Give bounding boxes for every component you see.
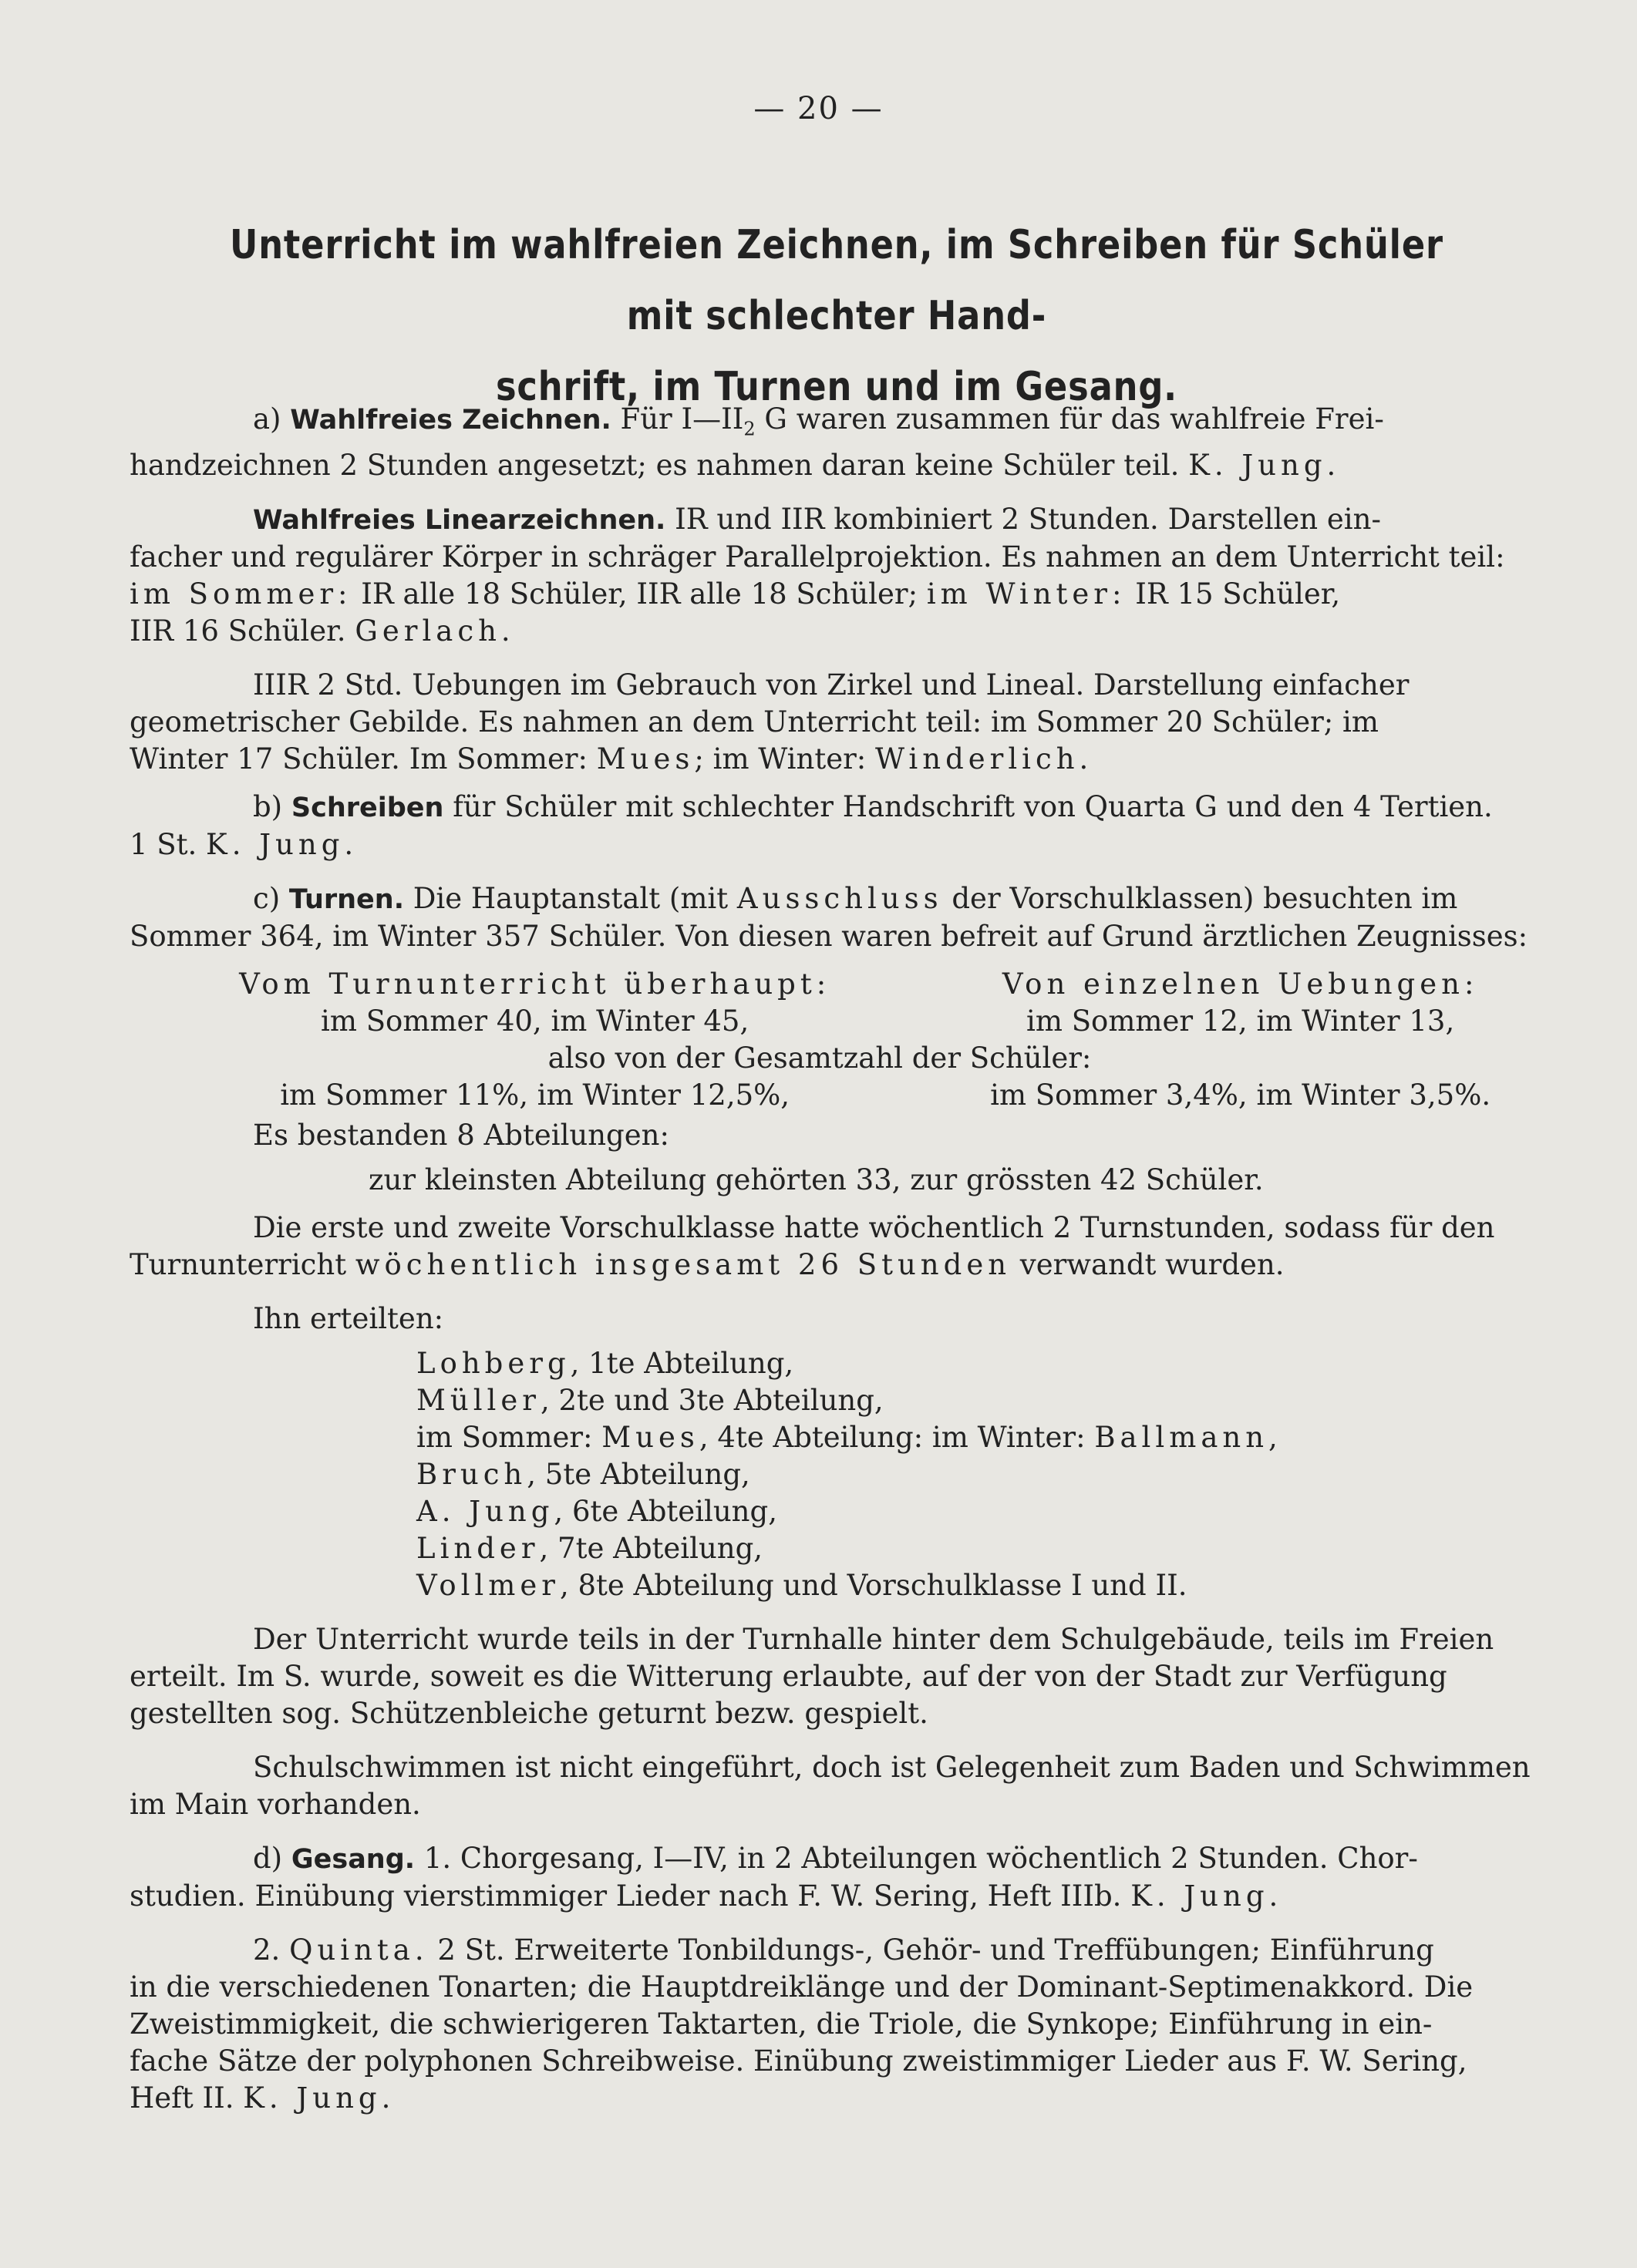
paragraph-abteilungen: Es bestanden 8 Abteilungen: — [253, 1119, 669, 1153]
paragraph-ort: Der Unterricht wurde teils in der Turnhalle hinter dem Schulgebäude, teils im Freien erteilt. Im S. wurde, soweit es die Witterung erlaubte, auf der von der Stadt zur Verfügung gestellten sog. Schützenbleiche geturnt bezw. gespielt. — [130, 1623, 1494, 1731]
teacher-name: Winderlich. — [875, 742, 1093, 776]
teacher-name: Mues — [596, 742, 695, 776]
section-title-schreiben: Schreiben — [291, 792, 444, 824]
paragraph-iiir: IIIR 2 Std. Uebungen im Gebrauch von Zirkel und Lineal. Darstellung einfacher geometrischer Gebilde. Es nahmen an dem Unterricht teil: im Sommer 20 Schüler; im Winter 17 Schüler. Im Sommer: Mues; im Winter: Winderlich. — [130, 668, 1410, 776]
document-body — [130, 401, 1541, 2117]
section-title-linearzeichnen: Wahlfreies Linearzeichnen. — [253, 505, 666, 537]
teacher-name: K. Jung. — [206, 828, 359, 862]
table-cell: im Sommer 40, im Winter 45, — [321, 1004, 749, 1038]
paragraph-linearzeichnen: Wahlfreies Linearzeichnen. IR und IIR kombiniert 2 Stunden. Darstellen ein- facher und regulärer Körper in schräger Parallelprojektion. Es nahmen an dem Unterricht teil: im Sommer: IR alle 18 Schüler, IIR alle 18 Schüler; im Winter: IR 15 Schüler, IIR 16 Schüler. Gerlach. — [130, 503, 1505, 648]
paragraph-groesse: zur kleinsten Abteilung gehörten 33, zur grössten 42 Schüler. — [369, 1163, 1264, 1197]
list-item: Bruch, 5te Abteilung, — [416, 1458, 750, 1492]
teacher-name: K. Jung. — [1188, 449, 1341, 483]
teacher-name: Gerlach. — [355, 614, 515, 648]
table-cell: im Sommer 3,4%, im Winter 3,5%. — [990, 1078, 1491, 1112]
list-item: Vollmer, 8te Abteilung und Vorschulklasse I und II. — [416, 1569, 1187, 1603]
table-cell: im Sommer 11%, im Winter 12,5%, — [280, 1078, 790, 1112]
page-number: — 20 — — [753, 91, 884, 126]
paragraph-erteilten: Ihn erteilten: — [253, 1302, 444, 1336]
title-line-2: schrift, im Turnen und im Gesang. — [495, 364, 1178, 410]
paragraph-vorschule: Die erste und zweite Vorschulklasse hatte wöchentlich 2 Turnstunden, sodass für den Turnunterricht wöchentlich insgesamt 26 Stunden verwandt wurden. — [130, 1211, 1495, 1282]
paragraph-turnen: c) Turnen. Die Hauptanstalt (mit Ausschluss der Vorschulklassen) besuchten im Sommer 364, im Winter 357 Schüler. Von diesen waren befreit auf Grund ärztlichen Zeugnisses: — [130, 882, 1528, 954]
section-title-gesang: Gesang. — [291, 1844, 416, 1876]
title-line-1: Unterricht im wahlfreien Zeichnen, im Schreiben für Schüler mit schlechter Hand- — [230, 222, 1443, 339]
paragraph-gesang: d) Gesang. 1. Chorgesang, I—IV, in 2 Abteilungen wöchentlich 2 Stunden. Chor- studien. Einübung vierstimmiger Lieder nach F. W. Sering, Heft IIIb. K. Jung. — [130, 1842, 1418, 1913]
page-title — [227, 210, 1447, 422]
section-title-zeichnen: Wahlfreies Zeichnen. — [290, 405, 611, 436]
list-item: Lohberg, 1te Abteilung, — [416, 1347, 794, 1381]
section-title-turnen: Turnen. — [288, 884, 404, 916]
list-item: Linder, 7te Abteilung, — [416, 1532, 763, 1566]
table-note: also von der Gesamtzahl der Schüler: — [547, 1041, 1092, 1075]
teacher-name: K. Jung. — [243, 2081, 396, 2115]
paragraph-schwimmen: Schulschwimmen ist nicht eingeführt, doch ist Gelegenheit zum Baden und Schwimmen im Main vorhanden. — [130, 1751, 1531, 1822]
paragraph-zeichnen: a) Wahlfreies Zeichnen. Für $I—II_2$ G waren zusammen für das wahlfreie Frei- handzeichnen 2 Stunden angesetzt; es nahmen daran keine Schüler teil. K. Jung. — [130, 402, 1384, 483]
list-item: Müller, 2te und 3te Abteilung, — [416, 1384, 884, 1418]
teacher-list — [130, 1345, 1541, 1604]
exemption-table — [130, 966, 1541, 1114]
paragraph-schreiben: b) Schreiben für Schüler mit schlechter Handschrift von Quarta G und den 4 Tertien. 1 St. K. Jung. — [130, 790, 1493, 862]
paragraph-quinta: 2. Quinta. 2 St. Erweiterte Tonbildungs-, Gehör- und Treffübungen; Einführung in die verschiedenen Tonarten; die Hauptdreiklänge und der Dominant-Septimenakkord. Die Zweistimmigkeit, die schwierigeren Taktarten, die Triole, die Synkope; Einführung in ein- fache Sätze der polyphonen Schreibweise. Einübung zweistimmiger Lieder aus F. W. Sering, Heft II. K. Jung. — [130, 1933, 1474, 2115]
table-cell: im Sommer 12, im Winter 13, — [1026, 1004, 1455, 1038]
teacher-name: K. Jung. — [1130, 1879, 1283, 1913]
column-head: Von einzelnen Uebungen: — [1002, 967, 1479, 1001]
column-head: Vom Turnunterricht überhaupt: — [239, 967, 831, 1001]
list-item: im Sommer: Mues, 4te Abteilung: im Winter: Ballmann, — [416, 1421, 1278, 1455]
list-item: A. Jung, 6te Abteilung, — [416, 1495, 777, 1529]
